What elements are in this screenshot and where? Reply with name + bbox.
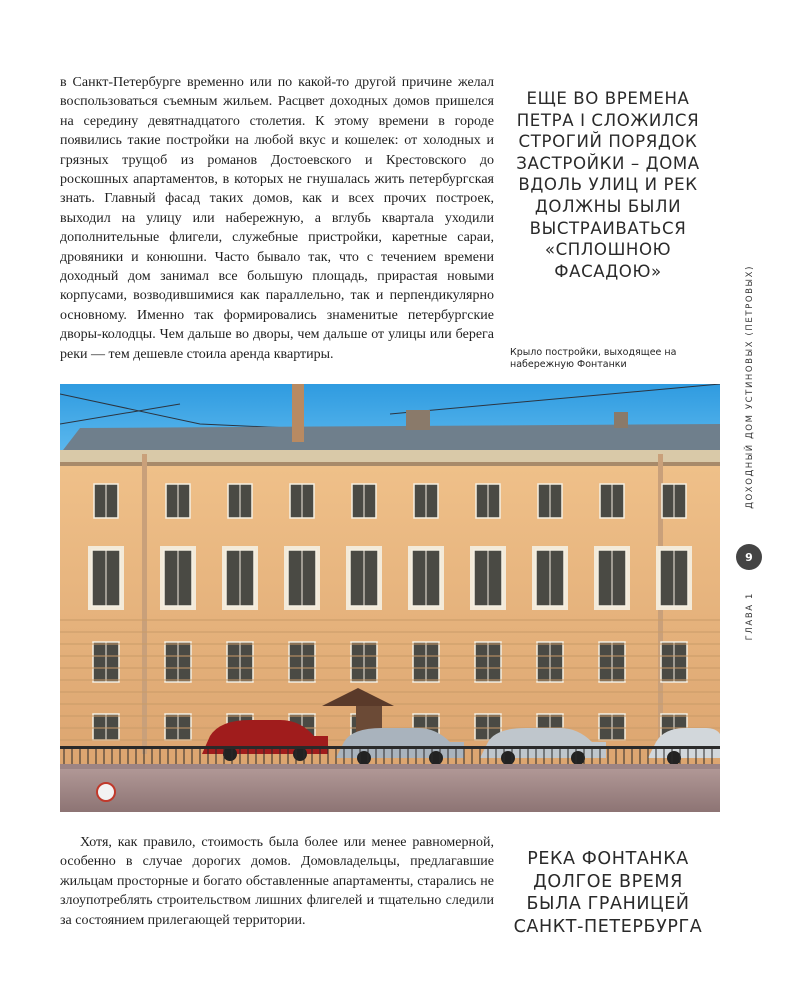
- chapter-label-text: ГЛАВА 1: [745, 592, 755, 641]
- running-head-text: ДОХОДНЫЙ ДОМ УСТИНОВЫХ (ПЕТРОВЫХ): [745, 265, 755, 509]
- roof: [60, 424, 720, 454]
- pull-quote-top: ЕЩЕ ВО ВРЕМЕНА ПЕТРА I СЛОЖИЛСЯ СТРОГИЙ ПОРЯДОК ЗАСТРОЙКИ – ДОМА ВДОЛЬ УЛИЦ И РЕК ДОЛЖНЫ БЫЛИ ВЫСТРАИВАТЬСЯ «СПЛОШНОЮ ФАСАДОЮ»: [516, 89, 700, 281]
- chapter-label: [736, 592, 764, 652]
- photo-caption: Крыло постройки, выходящее на набережную Фонтанки: [510, 347, 677, 370]
- body-paragraph-top: в Санкт-Петербурге временно или по какой-то другой причине желал воспользоваться съемным жильем. Расцвет доходных домов пришелся на середину девятнадцатого столетия. К этому времени в городе появились такие постройки на любой вкус и кошелек: от холодных и грязных трущоб из романов Достоевского и Крестовского до роскошных апартаментов, в которых не гнушалась жить петербургская знать. Главный фасад таких домов, как и всех прочих построек, выходил на улицу или набережную, а вглубь квартала уходили дополнительные флигели, служебные пристройки, каретные сараи, дровяники и конюшни. Часто бывало так, что с течением времени доходный дом занимал все большую площадь, прирастая новыми корпусами, возводившимися как параллельно, так и перпендикулярно основному. Именно так формировались знаменитые петербургские дворы-колодцы. Чем дальше во дворы, чем дальше от улицы или берега реки — тем дешевле стоила аренда квартиры.: [60, 75, 494, 362]
- running-head: [736, 262, 764, 512]
- body-paragraph-bottom: Хотя, как правило, стоимость была более или менее равномерной, особенно в случае дорогих домов. Домовладельцы, предлагавшие жильцам просторные и богато обставленные апартаменты, старались не злоупотреблять строительством лишних флигелей и тщательно следили за состоянием прилегающей территории.: [60, 835, 494, 928]
- page-number: 9: [736, 544, 762, 570]
- building-photo: [60, 384, 720, 812]
- pull-quote-bottom: РЕКА ФОНТАНКА ДОЛГОЕ ВРЕМЯ БЫЛА ГРАНИЦЕЙ САНКТ-ПЕТЕРБУРГА: [513, 849, 703, 937]
- embankment: [60, 766, 720, 812]
